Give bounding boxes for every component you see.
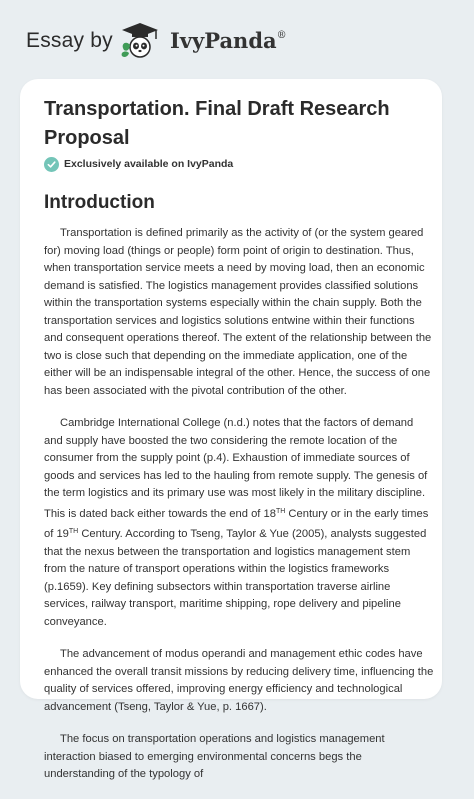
ivypanda-logo-icon[interactable] <box>118 20 162 64</box>
essay-by-label: Essay by <box>26 29 113 52</box>
essay-body <box>44 225 434 799</box>
paragraph-2 <box>44 415 434 631</box>
paragraph-4: The focus on transportation operations and logistics management interaction biased to emerging environmental concerns begs the understanding of the typology of <box>44 733 385 780</box>
brand-text: IvyPanda <box>170 28 277 53</box>
site-header <box>0 0 474 80</box>
section-heading: Introduction <box>44 192 155 213</box>
superscript-th-2: TH <box>68 528 79 535</box>
check-circle-icon <box>44 157 59 172</box>
exclusive-badge-label: Exclusively available on IvyPanda <box>64 158 234 170</box>
paragraph-2-part-a: Cambridge International College (n.d.) notes that the factors of demand and supply have boosted the two considering the remote location of the consumer from the supply point (p.4). Exhaustion of immediate sources of goods and services has led to the hauling from remote supply. The genesis of the term logistics and its primary use was most likely in the military discipline. This is dated back either towards the end of 18 <box>44 417 428 520</box>
page-title: Transportation. Final Draft Research Proposal <box>44 98 390 149</box>
paragraph-2-part-b: Century or in the early times of 19 <box>44 507 429 540</box>
superscript-th-1: TH <box>275 507 286 515</box>
exclusive-badge <box>44 156 233 172</box>
registered-mark: ® <box>276 30 287 41</box>
brand-name[interactable] <box>170 28 287 53</box>
paragraph-3: The advancement of modus operandi and management ethic codes have enhanced the overall transit missions by reducing delivery time, influencing the quality of services offered, improving energy efficiency and technological advancement (Tseng, Taylor & Yue, p. 1667). <box>44 648 434 713</box>
paragraph-1: Transportation is defined primarily as the activity of (or the system geared for) moving load (things or people) form point of origin to destination. Thus, when transportation service meets a need by moving load, then an economic demand is satisfied. The logistics management provides classified solutions within the transportation systems especially within the chain supply. Both the transportation services and logistics solutions entwine within their functions and consequent operations thereof. The extent of the relationship between the two is close such that depending on the immediate application, one of the either will be an indispensable integral of the other. Hence, the success of one has been associated with the pivotal contribution of the other. <box>44 227 432 397</box>
paragraph-2-part-c: Century. According to Tseng, Taylor & Yue (2005), analysts suggested that the nexus between the transportation and logistics management stem from the nature of transport operations within the logistics frameworks (p.1659). Key defining subsectors within transportation traverse airline services, railway transport, maritime shipping, rope delivery and pipeline conveyance. <box>44 528 427 628</box>
